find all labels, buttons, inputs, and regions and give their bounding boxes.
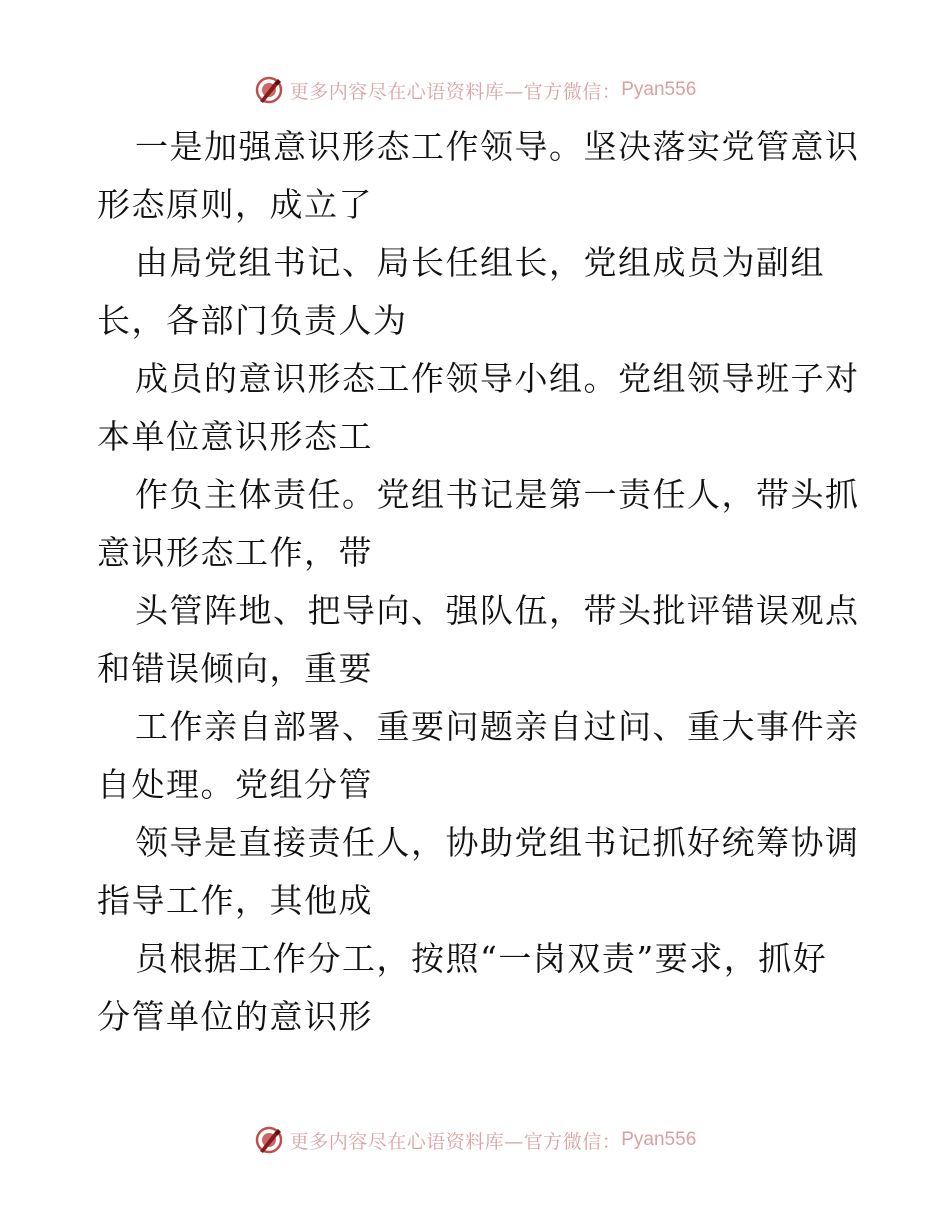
wechat-id: Pyan556 bbox=[621, 79, 697, 100]
paragraph bbox=[97, 118, 860, 234]
paragraph-line: 形态原则，成立了 bbox=[97, 185, 373, 224]
paragraph-line: 分管单位的意识形 bbox=[97, 997, 373, 1036]
wechat-id: Pyan556 bbox=[621, 1129, 697, 1150]
paragraph bbox=[97, 814, 860, 930]
document-body bbox=[97, 118, 860, 1046]
paragraph-line: 工作亲自部署、重要问题亲自过问、重大事件亲 bbox=[135, 707, 860, 746]
paragraph bbox=[97, 350, 860, 466]
pen-seal-logo-icon bbox=[254, 1125, 284, 1155]
watermark-text: 更多内容尽在心语资料库—官方微信： bbox=[289, 1130, 622, 1153]
paragraph bbox=[97, 930, 857, 1046]
paragraph-line: 自处理。党组分管 bbox=[97, 765, 373, 804]
paragraph-line: 领导是直接责任人，协助党组书记抓好统筹协调 bbox=[135, 823, 860, 862]
paragraph-line: 由局党组书记、局长任组长，党组成员为副组 bbox=[135, 243, 825, 282]
paragraph-line: 员根据工作分工，按照“一岗双责”要求，抓好 bbox=[135, 939, 828, 978]
paragraph bbox=[97, 234, 857, 350]
pen-seal-logo-icon bbox=[254, 75, 284, 105]
paragraph bbox=[97, 582, 860, 698]
footer-watermark bbox=[0, 1120, 950, 1160]
paragraph-line: 作负主体责任。党组书记是第一责任人，带头抓 bbox=[135, 475, 860, 514]
paragraph bbox=[97, 698, 860, 814]
paragraph-line: 和错误倾向，重要 bbox=[97, 649, 373, 688]
paragraph-line: 一是加强意识形态工作领导。坚决落实党管意识 bbox=[135, 127, 860, 166]
paragraph-line: 本单位意识形态工 bbox=[97, 417, 373, 456]
header-watermark bbox=[0, 70, 950, 110]
paragraph-line: 意识形态工作，带 bbox=[97, 533, 373, 572]
paragraph-line: 指导工作，其他成 bbox=[97, 881, 373, 920]
watermark-text: 更多内容尽在心语资料库—官方微信： bbox=[289, 80, 622, 103]
paragraph-line: 成员的意识形态工作领导小组。党组领导班子对 bbox=[135, 359, 860, 398]
paragraph-line: 头管阵地、把导向、强队伍，带头批评错误观点 bbox=[135, 591, 860, 630]
paragraph bbox=[97, 466, 860, 582]
paragraph-line: 长，各部门负责人为 bbox=[97, 301, 408, 340]
